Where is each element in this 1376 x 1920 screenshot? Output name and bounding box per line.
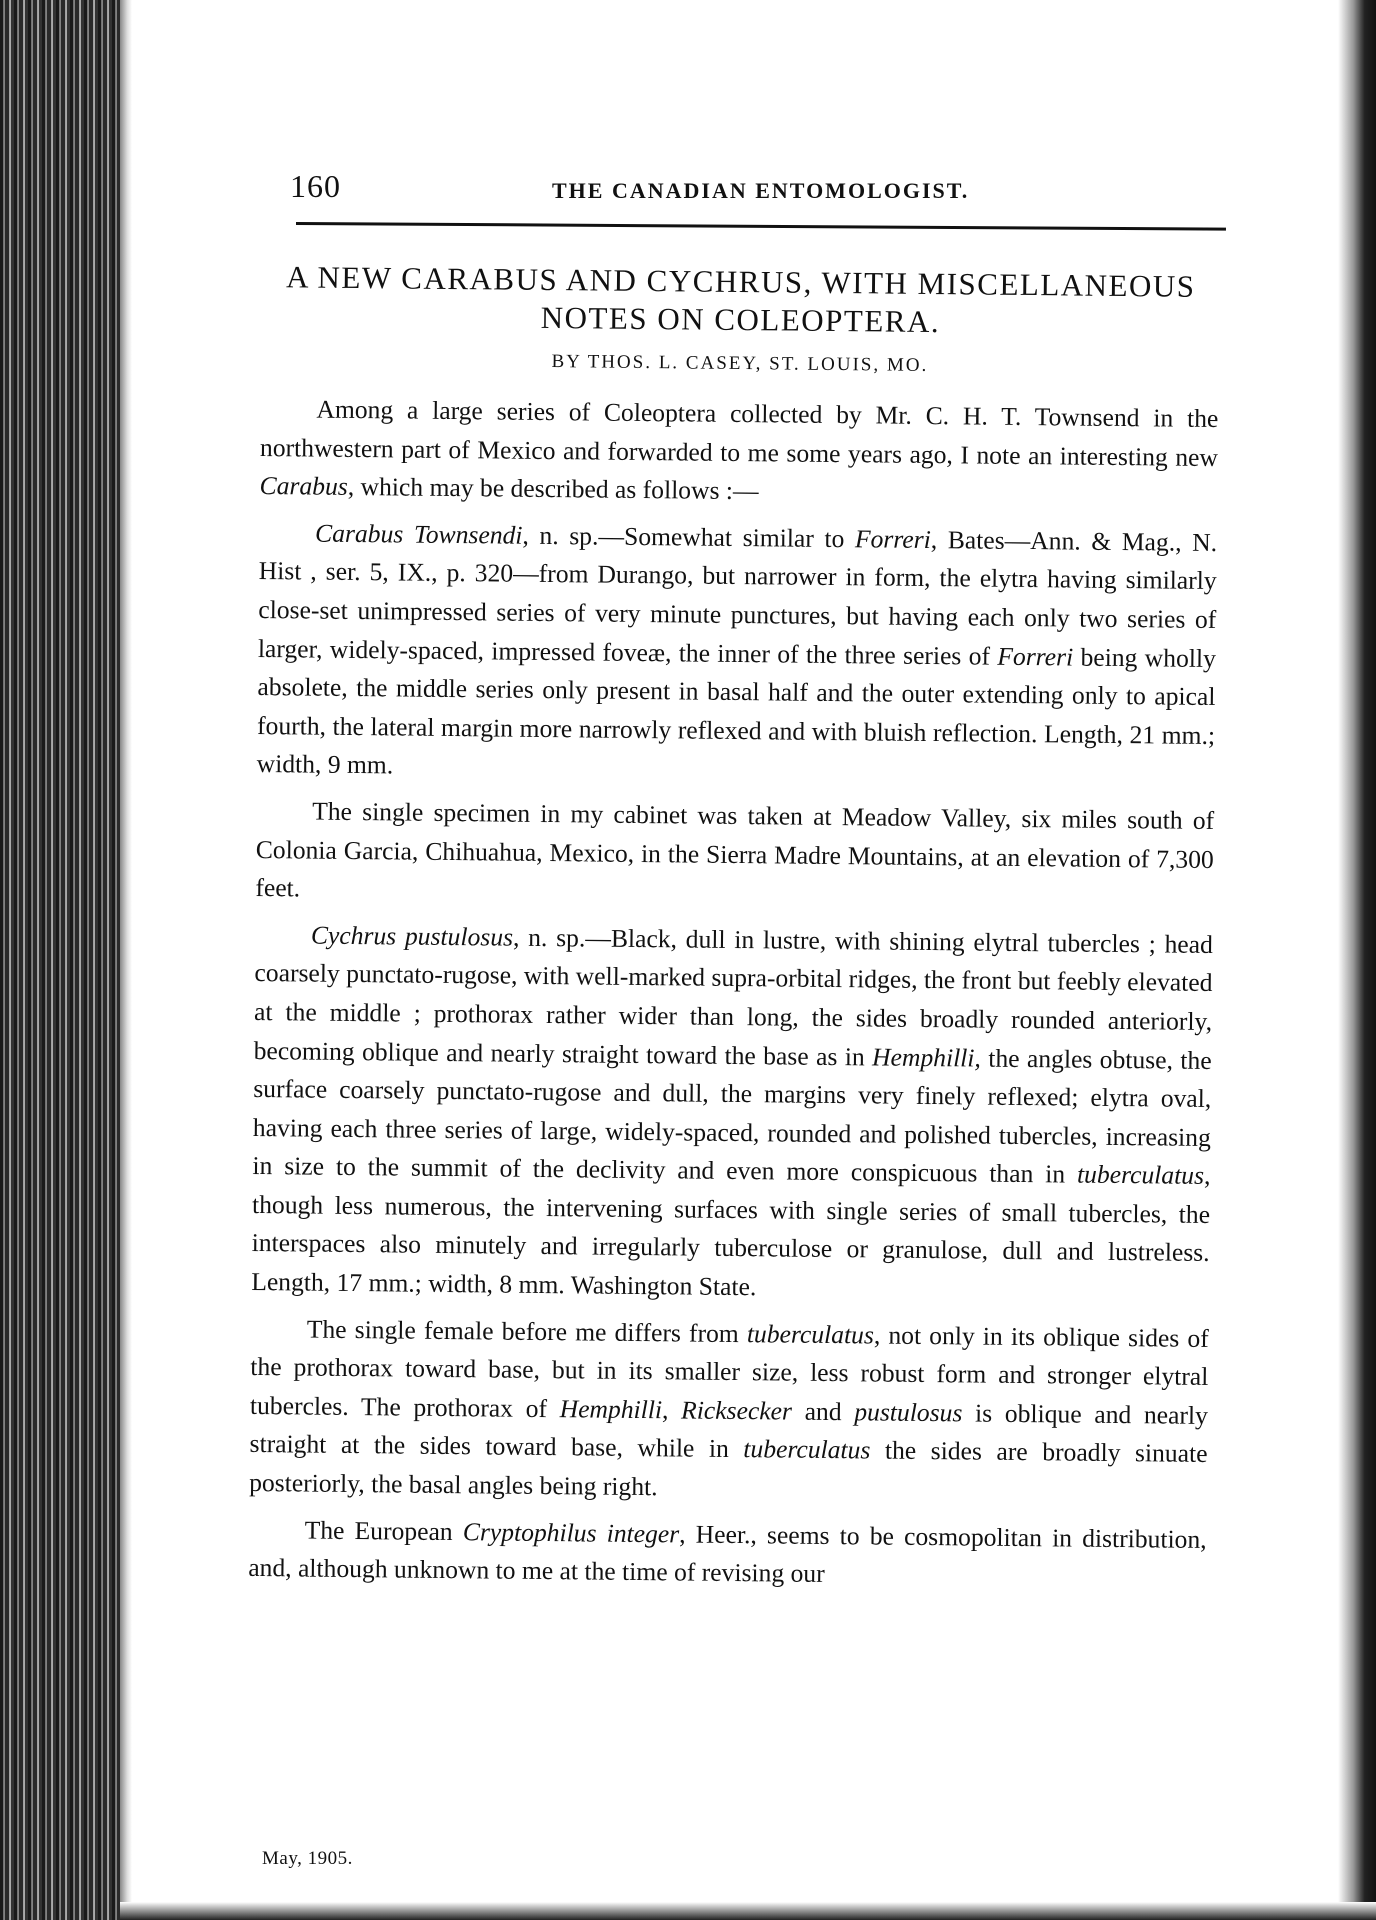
paragraph-carabus-townsendi	[256, 514, 1217, 794]
taxon-name: tuberculatus	[743, 1434, 871, 1465]
issue-date-footer: May, 1905.	[262, 1848, 353, 1869]
text-span: , n. sp.—Somewhat similar to	[522, 520, 856, 554]
text-span: The European	[304, 1515, 464, 1546]
book-spine-edge	[0, 0, 120, 1920]
text-span: the angles obtuse, the surface coarsely punctato-rugose and dull, the margins very finely reflexed; elytra oval, having each three series of large, widely-spaced, rounded and polished tubercles, increasing in size to the summit of the declivity and even more conspicuous than in	[252, 1043, 1212, 1189]
text-span: and	[791, 1396, 855, 1427]
article-byline: BY THOS. L. CASEY, ST. LOUIS, MO.	[551, 351, 929, 376]
text-span: the sides are broadly sinuate posteriorly, the basal angles being right.	[249, 1435, 1208, 1502]
page-right-edge	[1338, 0, 1376, 1920]
text-span: being wholly absolete, the middle series only present in basal half and the outer extending only to apical fourth, the lateral margin more narrowly reflexed and with bluish reflection. Length, 21 mm.; width, 9 mm.	[256, 642, 1217, 780]
taxon-name: Carabus	[259, 471, 348, 502]
text-span: , n. sp.—Black, dull in lustre, with shining elytral tubercles ; head coarsely punctato-rugose, with well-marked supra-orbital ridges, the front but feebly elevated at the middle ; prothorax rather wider than long, the sides broadly rounded anteriorly, becoming oblique and nearly straight toward the base as in	[253, 922, 1214, 1071]
paragraph-comparison	[249, 1310, 1209, 1513]
header-rule	[296, 222, 1226, 231]
text-span: ,	[661, 1395, 682, 1425]
taxon-name: Forreri	[997, 641, 1074, 672]
text-span: The single female before me differs from	[306, 1314, 748, 1348]
taxon-name: Hemphilli	[559, 1394, 663, 1425]
paragraph-intro	[259, 390, 1218, 516]
text-span: Among a large series of Coleoptera collected by Mr. C. H. T. Townsend in the northwestern part of Mexico and forwarded to me some years ago, I note an interesting new	[259, 394, 1219, 472]
page-number: 160	[290, 168, 341, 204]
taxon-name: Forreri	[854, 524, 931, 554]
article-body	[248, 258, 1220, 1606]
journal-title: THE CANADIAN ENTOMOLOGIST.	[552, 178, 970, 203]
article-title-line-2: NOTES ON COLEOPTERA.	[540, 299, 941, 340]
taxon-name: Ricksecker	[680, 1395, 793, 1426]
paragraph-locality: The single specimen in my cabinet was taken at Meadow Valley, six miles south of Colonia Garcia, Chihuahua, Mexico, in the Sierra Madre Mountains, at an elevation of 7,300 feet.	[255, 796, 1215, 903]
text-span: , which may be described as follows :—	[347, 472, 759, 506]
text-span: is oblique and nearly straight at the sides toward base, while in	[249, 1398, 1209, 1464]
paragraph-cychrus-pustulosus	[251, 916, 1213, 1312]
taxon-name: Cryptophilus integer	[462, 1516, 680, 1549]
taxon-name: pustulosus	[854, 1397, 963, 1428]
running-head	[290, 168, 1210, 214]
text-span: , Heer., seems to be cosmopolitan in distribution, and, although unknown to me at the time of revising our	[248, 1519, 1207, 1589]
text-span: , though less numerous, the intervening surfaces with single series of small tubercles, the interspaces also minutely and irregularly tuberculose or granulose, dull and lustreless. Length, 17 mm.; width, 8 mm. Washington State.	[251, 1161, 1211, 1302]
article-title	[261, 258, 1220, 344]
taxon-name: tuberculatus	[1076, 1159, 1205, 1191]
taxon-name: Hemphilli,	[871, 1041, 982, 1073]
article-title-line-1: A NEW CARABUS AND CYCHRUS, WITH MISCELLANEOUS	[285, 259, 1196, 304]
text-span: , not only in its oblique sides of the prothorax toward base, but in its smaller size, less robust form and stronger elytral tubercles. The prothorax of	[249, 1320, 1209, 1424]
page-bottom-edge	[120, 1902, 1376, 1920]
taxon-name: Cychrus pustulosus	[310, 920, 514, 952]
text-span: , Bates—Ann. & Mag., N. Hist , ser. 5, IX., p. 320—from Durango, but narrower in form, the elytra having similarly close-set unimpressed series of very minute punctures, but having each only two series of larger, widely-spaced, impressed foveæ, the inner of the three series of	[257, 524, 1218, 671]
taxon-name: Carabus Townsendi	[314, 518, 523, 550]
taxon-name: tuberculatus	[746, 1318, 875, 1350]
paragraph-cryptophilus	[248, 1511, 1207, 1598]
